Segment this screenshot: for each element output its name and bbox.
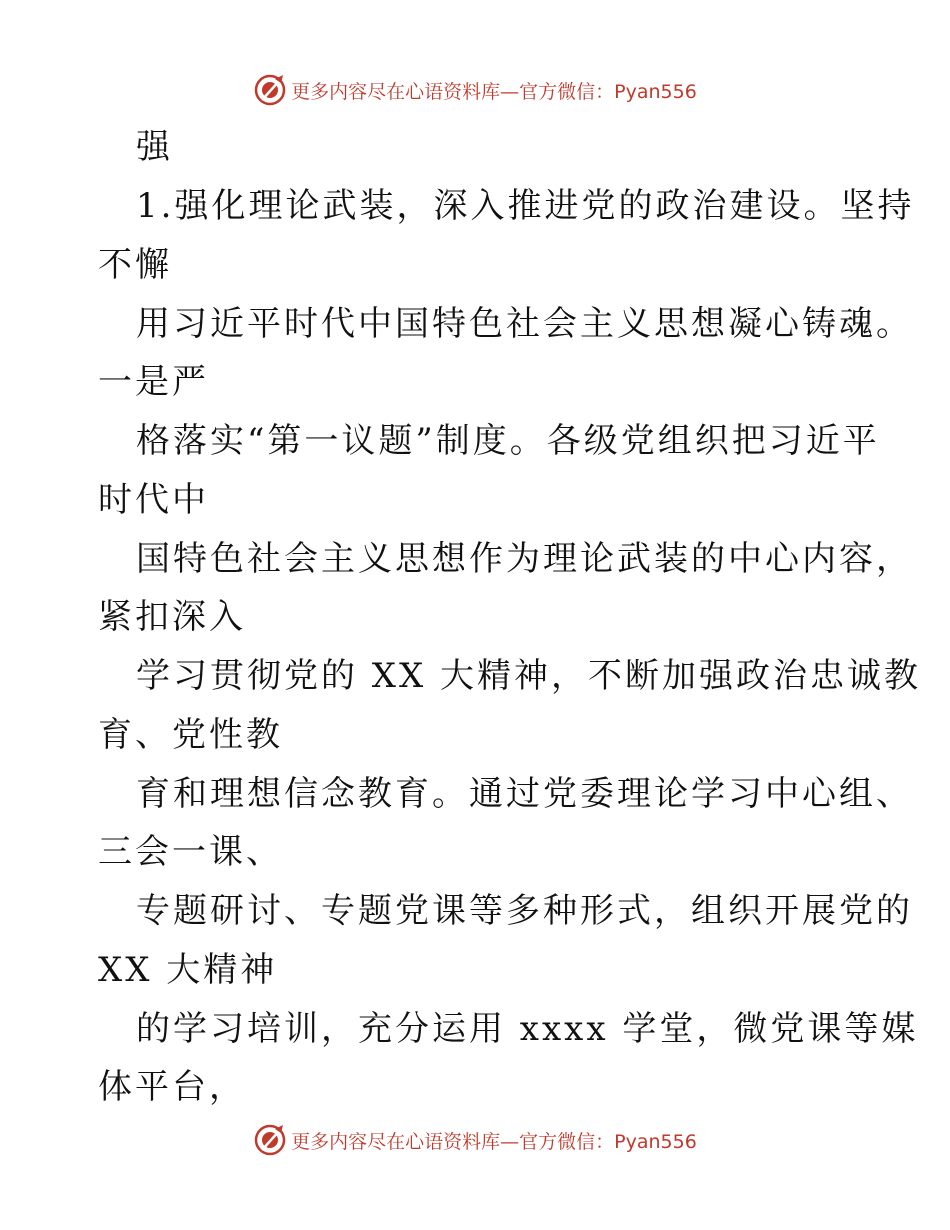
quill-pen-logo-icon	[253, 73, 287, 107]
text-line: 国特色社会主义思想作为理论武装的中心内容，	[136, 539, 913, 579]
text-line: 的学习培训，充分运用 xxxx 学堂，微党课等媒	[136, 1009, 919, 1049]
text-line: 育和理想信念教育。通过党委理论学习中心组、	[136, 774, 913, 814]
banner-wechat-text: 官方微信：Pyan556	[519, 80, 697, 103]
header-banner	[0, 70, 950, 110]
text-line: 紧扣深入	[98, 597, 246, 637]
text-line: 不懈	[98, 245, 172, 285]
text-line: 强	[136, 127, 173, 167]
banner-wechat-text: 官方微信：Pyan556	[519, 1130, 697, 1153]
text-line: 格落实“第一议题”制度。各级党组织把习近平	[136, 421, 880, 461]
text-line: 体平台，	[98, 1067, 246, 1107]
text-line: XX 大精神	[98, 950, 278, 990]
banner-main-text: 更多内容尽在心语资料库—	[291, 1130, 520, 1153]
text-line: 育、党性教	[98, 715, 283, 755]
text-line: 用习近平时代中国特色社会主义思想凝心铸魂。	[136, 304, 913, 344]
text-line: 学习贯彻党的 XX 大精神，不断加强政治忠诚教	[136, 656, 922, 696]
text-line: 时代中	[98, 480, 209, 520]
quill-pen-logo-icon	[253, 1123, 287, 1157]
text-line: 一是严	[98, 362, 209, 402]
footer-banner	[0, 1120, 950, 1160]
text-line: 三会一课、	[98, 832, 283, 872]
text-line: 专题研讨、专题党课等多种形式，组织开展党的	[136, 891, 913, 931]
text-line: 1.强化理论武装，深入推进党的政治建设。坚持	[136, 186, 915, 226]
banner-main-text: 更多内容尽在心语资料库—	[291, 80, 520, 103]
